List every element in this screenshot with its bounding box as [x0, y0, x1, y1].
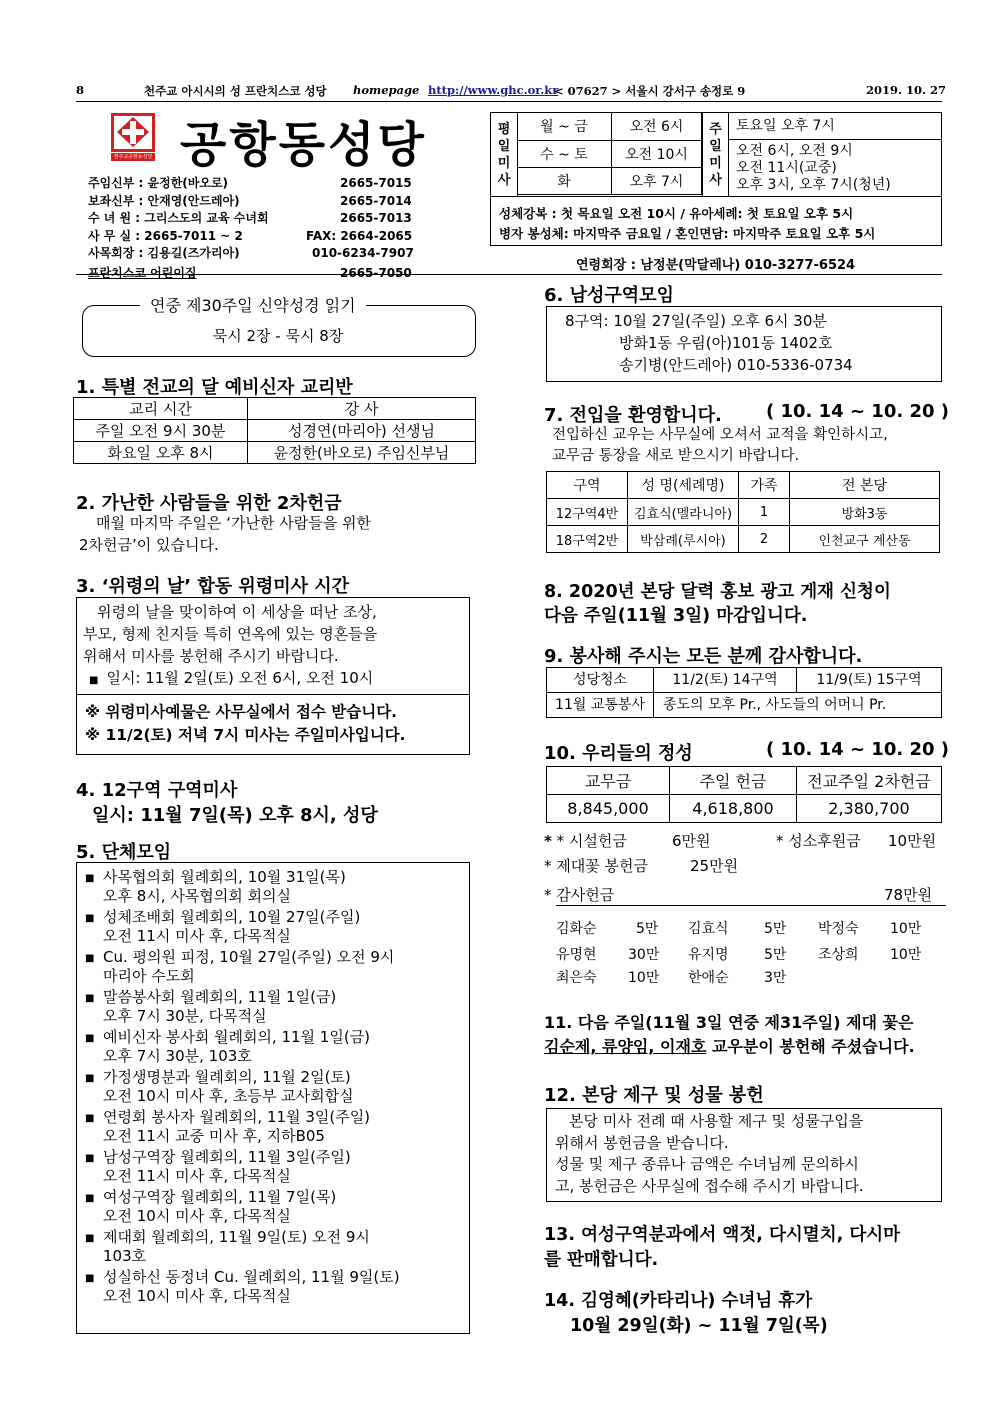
- bible-reading-range: 묵시 2장 - 묵시 8장: [212, 327, 344, 345]
- section-7-period: ( 10. 14 ~ 10. 20 ): [766, 401, 950, 422]
- mass-schedule-box: [490, 112, 942, 246]
- catechism-table: 교리 시간 강 사 주일 오전 9시 30분 성경연(마리아) 선생님 화요일 오후 8시 윤정한(바오로) 주임신부님: [73, 397, 476, 464]
- masthead-divider: [76, 274, 942, 275]
- vocation-offering: * 성소후원금: [776, 832, 861, 850]
- list-item: ■ 연령회 봉사자 월례회의, 11월 3일(주일) 오전 11시 교중 미사 후, 지하B05: [77, 1108, 469, 1146]
- bullet-icon: ■: [89, 675, 99, 686]
- list-item: ■ 여성구역장 월례회의, 11월 7일(목) 오전 10시 미사 후, 다목적실: [77, 1188, 469, 1226]
- list-item: ■ 말씀봉사회 월례회의, 11월 1일(금) 오후 7시 30분, 다목적실: [77, 988, 469, 1026]
- volunteer-box: 성당청소 11/2(토) 14구역 11/9(토) 15구역 11월 교통봉사 종도의 모후 Pr., 사도들의 어머니 Pr.: [546, 667, 942, 718]
- section-10-period: ( 10. 14 ~ 10. 20 ): [766, 739, 950, 760]
- section-4-detail: 일시: 11월 7일(목) 오후 8시, 성당: [92, 805, 378, 826]
- memorial-mass-box: 위령의 날을 맞이하여 이 세상을 떠난 조상, 부모, 형제 친지들 특히 연옥에 있는 영혼들을 위해서 미사를 봉헌해 주시기 바랍니다. ■ 일시: 11월 2일(토) 오전 6시, 오전 10시 ※ 위령미사예물은 사무실에서 접수 받습니다. ※ 11/2(토) 저녁 7시 미사는 주일미사입니다.: [76, 597, 470, 755]
- section-6-title: 6. 남성구역모임: [544, 285, 674, 306]
- section-1-title: 1. 특별 전교의 달 예비신자 교리반: [76, 377, 353, 398]
- contributors-list: 김화순 5만 김효식 5만 박정숙 10만 유명현 30만 유지명 5만 조상희 10만 최은숙 10만 한애순 3만: [556, 921, 922, 986]
- section-12-title: 12. 본당 제구 및 성물 봉헌: [544, 1085, 764, 1106]
- page-number: 8: [76, 83, 85, 97]
- transfer-table: 구역 성 명(세례명) 가족 전 본당 12구역4반 김효식(멜라니아) 1 방화3동 18구역2반 박삼례(루시아) 2 인천교구 계산동: [546, 471, 940, 553]
- staff-row: 보좌신부 : 안재영(안드레아) 2665-7014: [88, 193, 412, 208]
- homepage-link[interactable]: http://www.ghc.or.kr: [428, 83, 559, 97]
- list-item: ■ 제대회 월례회의, 11월 9일(토) 오전 9시 103호: [77, 1228, 469, 1266]
- section-7-desc: 전입하신 교우는 사무실에 오셔서 교적을 확인하시고, 교무금 통장을 새로 받으시기 바랍니다.: [552, 427, 888, 464]
- section-9-title: 9. 봉사해 주시는 모든 분께 감사합니다.: [544, 646, 863, 667]
- bible-reading-title: 연중 제30주일 신약성경 읽기: [140, 293, 366, 316]
- staff-row: 사 무 실 : 2665-7011 ~ 2 FAX: 2664-2065: [88, 228, 413, 243]
- elder-president: 연령회장 : 남정분(막달레나) 010-3277-6524: [576, 258, 856, 273]
- header-divider: [76, 101, 942, 102]
- thanks-offering-label: * 감사헌금: [544, 886, 615, 904]
- altar-flower-offering: * 제대꽃 봉헌금: [544, 857, 648, 875]
- staff-row: 수 녀 원 : 그리스도의 교육 수녀회 2665-7013: [88, 211, 412, 225]
- list-item: ■ 성실하신 동정녀 Cu. 월례회의, 11월 9일(토) 오전 10시 미사 후, 다목적실: [77, 1268, 469, 1306]
- church-emblem-icon: 천주교공항동성당: [110, 112, 156, 162]
- section-5-title: 5. 단체모임: [76, 842, 172, 863]
- address: < 07627 > 서울시 강서구 송정로 9: [554, 84, 746, 98]
- section-14-notice: 14. 김영혜(카타리나) 수녀님 휴가 10월 29일(화) ~ 11월 7일(목): [544, 1291, 828, 1336]
- sunday-mass-label: 주 일 미 사: [702, 113, 729, 196]
- staff-row: 사목회장 : 김용길(즈가리아) 010-6234-7907: [88, 246, 414, 260]
- liturgical-items-box: 본당 미사 전례 때 사용할 제구 및 성물구입을 위해서 봉헌금을 받습니다. 성물 및 제구 종류나 금액은 수녀님께 문의하시 고, 봉헌금은 사무실에 접수해 주시기 바랍니다.: [546, 1108, 942, 1202]
- section-7-title: 7. 전입을 환영합니다.: [544, 405, 722, 426]
- section-13-notice: 13. 여성구역분과에서 액젓, 다시멸치, 다시마 를 판매합니다.: [544, 1225, 901, 1270]
- weekday-mass-table: 월 ~ 금 오전 6시 수 ~ 토 오전 10시 화 오후 7시: [517, 113, 702, 195]
- staff-row: 주임신부 : 윤정한(바오로) 2665-7015: [88, 176, 412, 190]
- thanks-divider: [556, 905, 946, 906]
- staff-list: [88, 175, 418, 282]
- list-item: ■ 가정생명분과 월례회의, 11월 2일(토) 오전 10시 미사 후, 초등부 교사회합실: [77, 1068, 469, 1106]
- section-2-body: 매월 마지막 주일은 ‘가난한 사람들을 위한 2차헌금’이 있습니다.: [79, 514, 371, 554]
- section-2-title: 2. 가난한 사람들을 위한 2차헌금: [76, 493, 342, 514]
- church-title: 공항동성당: [180, 117, 427, 173]
- section-3-title: 3. ‘위령의 날’ 합동 위령미사 시간: [76, 576, 350, 597]
- parish-full-name: 천주교 아시시의 성 프란치스코 성당: [144, 84, 327, 98]
- sunday-mass-times: 오전 6시, 오전 9시 오전 11시(교중) 오후 3시, 오후 7시(청년): [736, 143, 891, 193]
- list-item: ■ 성체조배회 월례회의, 10월 27일(주일) 오전 11시 미사 후, 다목적실: [77, 908, 469, 946]
- section-10-title: 10. 우리들의 정성: [544, 743, 693, 764]
- offering-table: 교무금 주일 헌금 전교주일 2차헌금 8,845,000 4,618,800 2,380,700: [546, 766, 942, 823]
- list-item: ■ 남성구역장 월례회의, 11월 3일(주일) 오전 11시 미사 후, 다목적실: [77, 1148, 469, 1186]
- sunday-mass-saturday: 토요일 오후 7시: [728, 113, 941, 140]
- group-meetings-box: [76, 862, 470, 1334]
- list-item: ■ Cu. 평의원 피정, 10월 27일(주일) 오전 9시 마리아 수도회: [77, 948, 469, 986]
- mass-notes: 성체강복 : 첫 목요일 오전 10시 / 유아세례: 첫 토요일 오후 5시 병자 봉성체: 마지막주 금요일 / 혼인면담: 마지막주 토요일 오후 5시: [499, 206, 876, 241]
- issue-date: 2019. 10. 27: [866, 83, 947, 97]
- homepage-label: homepage: [353, 83, 420, 97]
- thanks-offering-total: 78만원: [884, 886, 933, 904]
- list-item: ■ 예비신자 봉사회 월례회의, 11월 1일(금) 오후 7시 30분, 103호: [77, 1028, 469, 1066]
- memorial-notes: ※ 위령미사예물은 사무실에서 접수 받습니다. ※ 11/2(토) 저녁 7시 미사는 주일미사입니다.: [85, 703, 406, 744]
- men-district-box: 8구역: 10월 27일(주일) 오후 6시 30분 방화1동 우림(아)101동 1402호 송기병(안드레아) 010-5336-0734: [546, 306, 942, 382]
- staff-row: 프란치스코 어린이집 2665-7050: [88, 265, 412, 280]
- facility-offering: * * 시설헌금: [544, 832, 627, 850]
- section-11-notice: 11. 다음 주일(11월 3일 연중 제31주일) 제대 꽃은 김순제, 류양임, 이재호 교우분이 봉헌해 주셨습니다.: [544, 1013, 915, 1056]
- weekday-mass-label: 평 일 미 사: [491, 113, 518, 196]
- section-8-notice: 8. 2020년 본당 달력 홍보 광고 게재 신청이 다음 주일(11월 3일) 마감입니다.: [544, 582, 891, 626]
- section-4-title: 4. 12구역 구역미사: [76, 780, 238, 801]
- page-header: [76, 83, 947, 99]
- list-item: ■ 사목협의회 월례회의, 10월 31일(목) 오후 8시, 사목협의회 회의실: [77, 868, 469, 906]
